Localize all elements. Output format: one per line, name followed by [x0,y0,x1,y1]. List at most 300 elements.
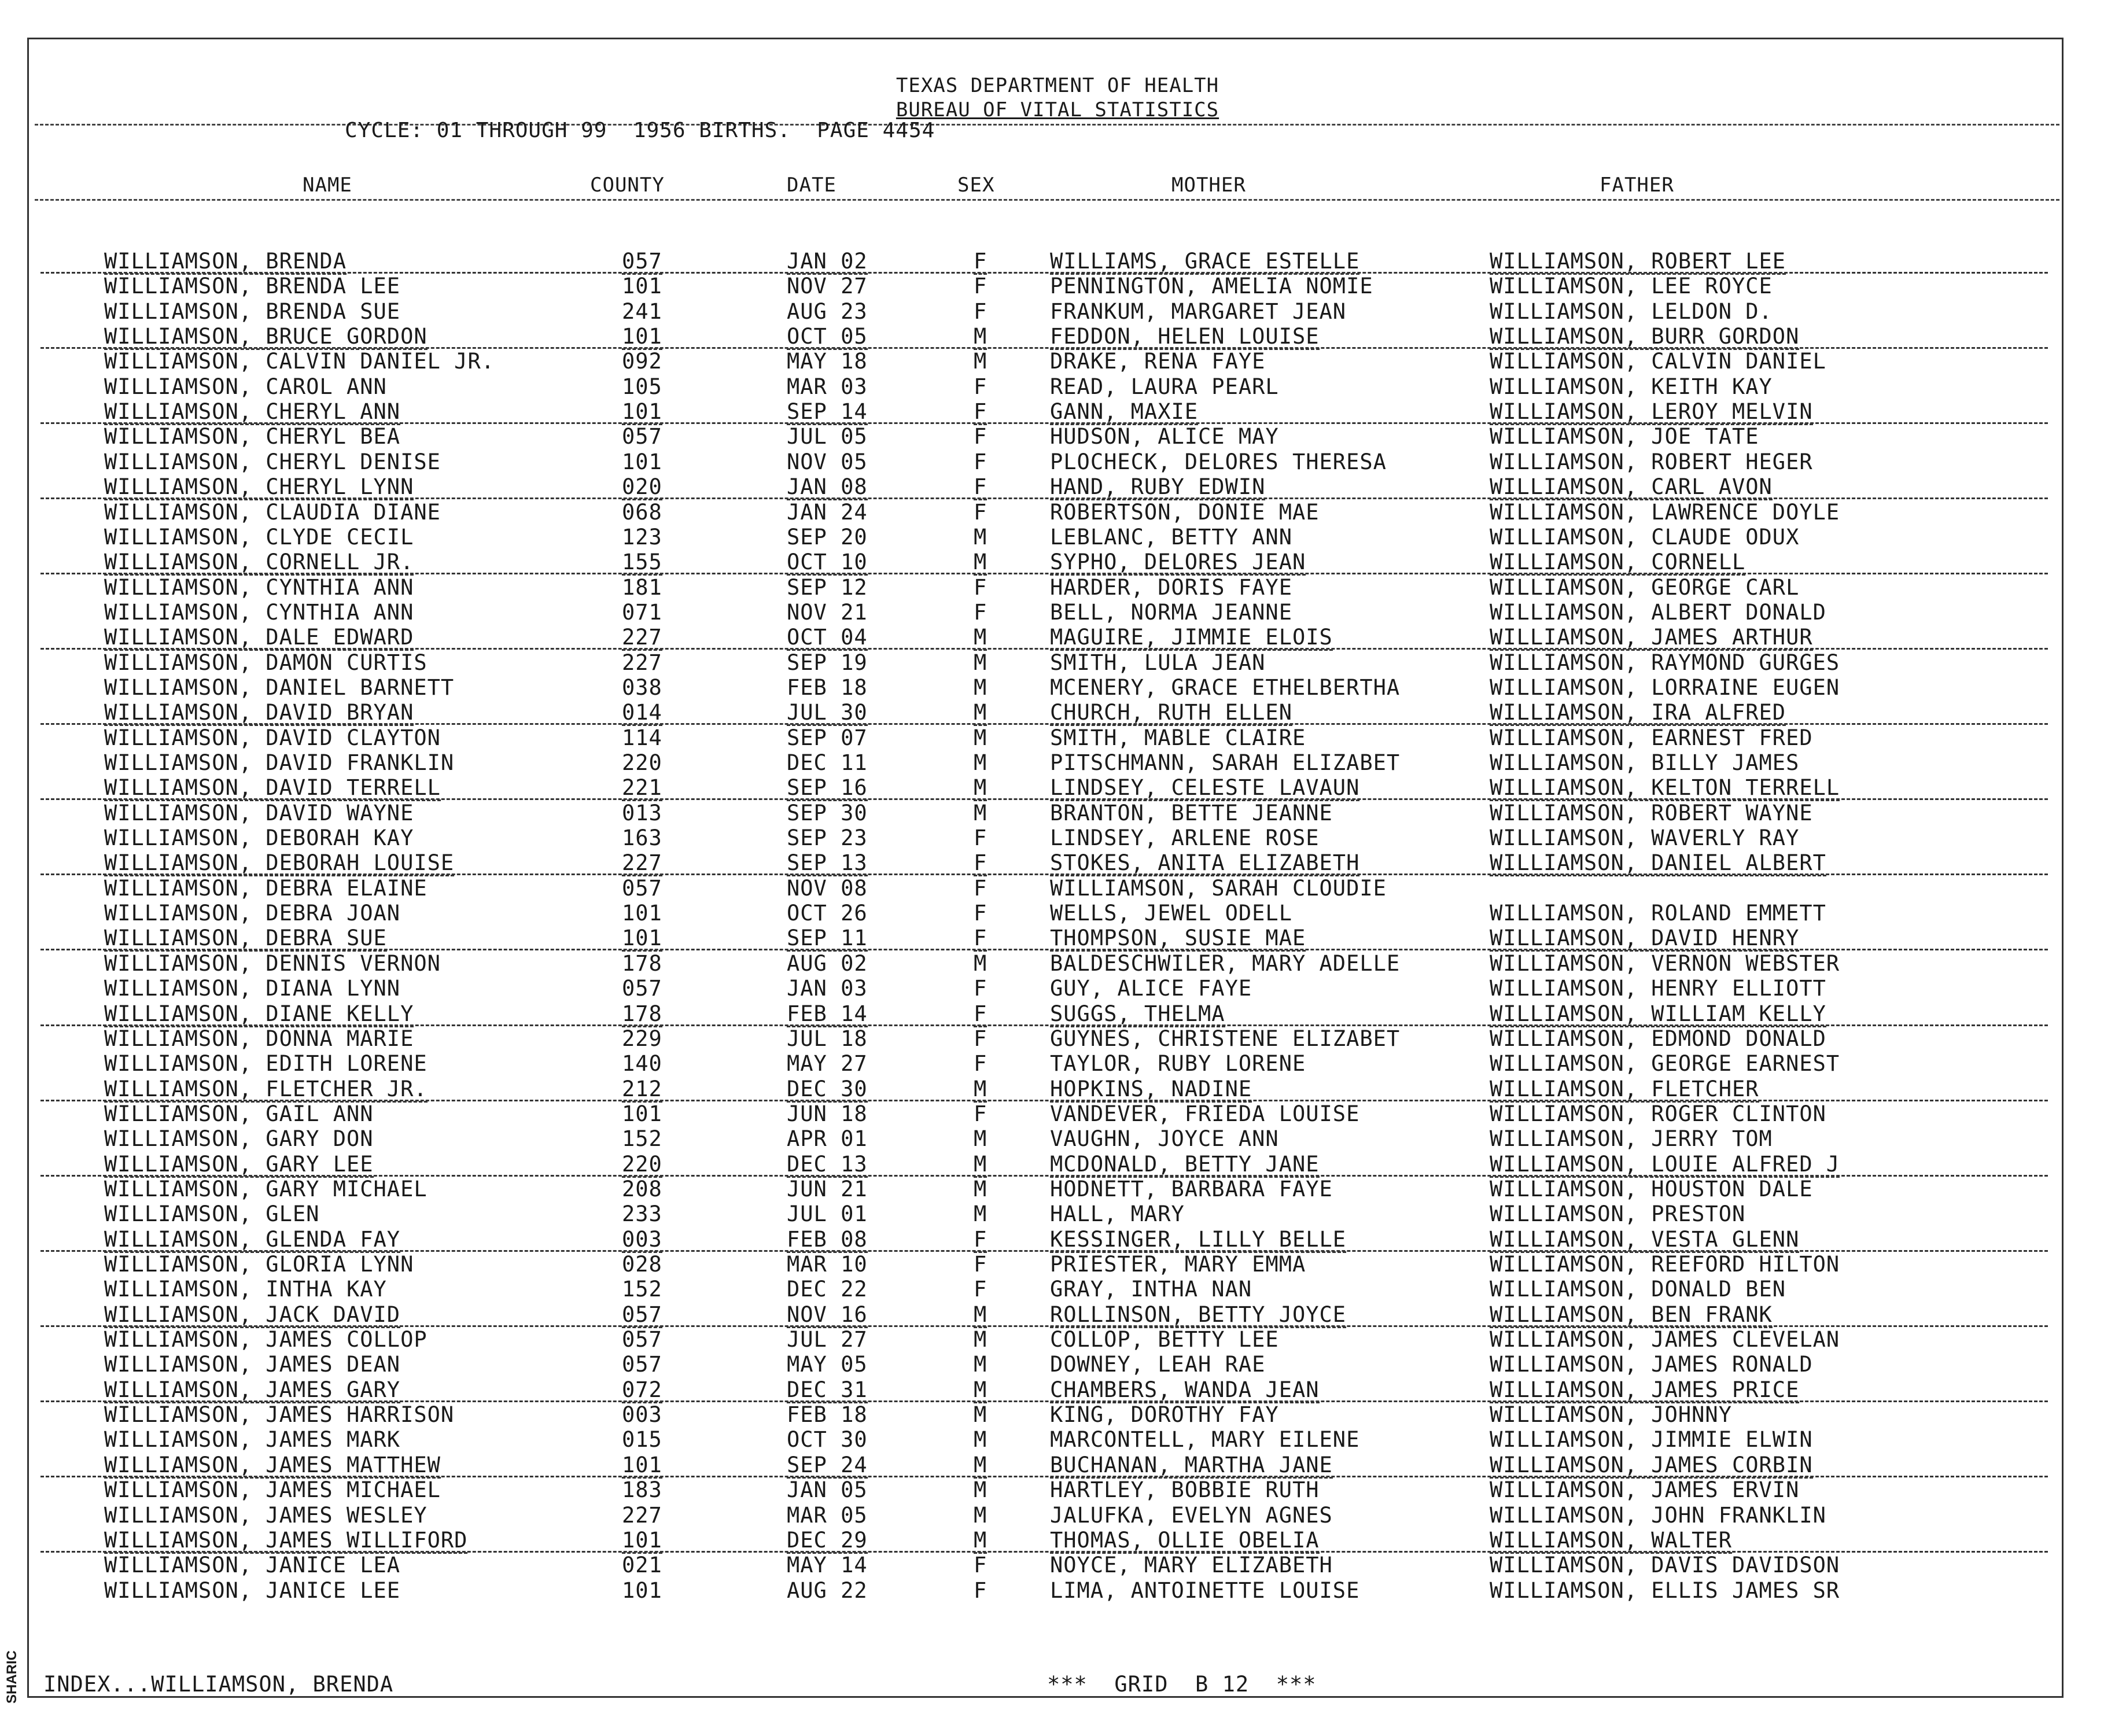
record-sex: M [974,1527,988,1553]
record-name: WILLIAMSON, DENNIS VERNON [104,950,441,976]
record-father: WILLIAMSON, JAMES CLEVELAN [1490,1327,1840,1352]
record-mother: TAYLOR, RUBY LORENE [1050,1051,1306,1077]
record-name: WILLIAMSON, GARY MICHAEL [104,1176,428,1201]
record-row [0,1228,2115,1253]
record-father: WILLIAMSON, ROLAND EMMETT [1490,901,1826,926]
record-date: MAR 03 [787,374,868,399]
record-sex: M [974,1402,988,1428]
grid-footer: *** GRID B 12 *** [1047,1672,1317,1697]
record-father: WILLIAMSON, VERNON WEBSTER [1490,950,1840,976]
record-name: WILLIAMSON, DEBORAH KAY [104,825,414,851]
record-sex: M [974,725,988,750]
record-father: WILLIAMSON, REEFORD HILTON [1490,1252,1840,1277]
record-row [0,776,2115,801]
record-father: WILLIAMSON, BURR GORDON [1490,324,1800,349]
record-name: WILLIAMSON, JAMES WILLIFORD [104,1527,468,1553]
record-row [0,1153,2115,1178]
record-sex: F [974,424,988,449]
record-mother: MARCONTELL, MARY EILENE [1050,1427,1360,1453]
record-county: 220 [622,750,662,775]
record-date: NOV 08 [787,875,868,901]
record-row [0,551,2115,576]
record-name: WILLIAMSON, JAMES COLLOP [104,1327,428,1352]
record-date: MAY 05 [787,1352,868,1377]
record-name: WILLIAMSON, JAMES MICHAEL [104,1477,441,1503]
record-date: JUL 27 [787,1327,868,1352]
record-date: SEP 14 [787,399,868,425]
record-row [0,902,2115,927]
record-sex: M [974,1176,988,1201]
record-mother: BELL, NORMA JEANNE [1050,599,1292,625]
record-county: 227 [622,850,662,876]
record-mother: MAGUIRE, JIMMIE ELOIS [1050,625,1333,650]
record-county: 123 [622,524,662,550]
record-county: 101 [622,324,662,349]
record-row [0,1103,2115,1127]
record-mother: PENNINGTON, AMELIA NOMIE [1050,274,1373,299]
record-mother: MCENERY, GRACE ETHELBERTHA [1050,675,1401,700]
record-father: WILLIAMSON, JERRY TOM [1490,1126,1773,1152]
record-county: 227 [622,650,662,675]
record-mother: WELLS, JEWEL ODELL [1050,901,1292,926]
record-row [0,576,2115,601]
record-mother: HARTLEY, BOBBIE RUTH [1050,1477,1320,1503]
record-name: WILLIAMSON, DAVID TERRELL [104,775,441,801]
record-father: WILLIAMSON, JOHN FRANKLIN [1490,1502,1826,1528]
record-mother: BALDESCHWILER, MARY ADELLE [1050,950,1401,976]
record-sex: M [974,1151,988,1177]
record-name: WILLIAMSON, INTHA KAY [104,1277,387,1302]
record-date: JAN 08 [787,474,868,500]
record-mother: JALUFKA, EVELYN AGNES [1050,1502,1333,1528]
record-date: OCT 05 [787,324,868,349]
record-mother: THOMAS, OLLIE OBELIA [1050,1527,1320,1553]
record-name: WILLIAMSON, GARY LEE [104,1151,374,1177]
record-father: WILLIAMSON, ROBERT HEGER [1490,449,1813,474]
record-date: NOV 27 [787,274,868,299]
record-father: WILLIAMSON, FLETCHER [1490,1076,1759,1101]
record-father: WILLIAMSON, CALVIN DANIEL [1490,349,1826,374]
record-date: OCT 04 [787,625,868,650]
record-sex: F [974,976,988,1001]
record-name: WILLIAMSON, GLEN [104,1201,320,1227]
record-sex: M [974,1201,988,1227]
record-father: WILLIAMSON, GEORGE CARL [1490,574,1800,600]
agency-title: TEXAS DEPARTMENT OF HEALTH [896,74,1219,97]
record-county: 212 [622,1076,662,1101]
record-row [0,1027,2115,1052]
record-county: 014 [622,700,662,725]
record-row [0,451,2115,476]
record-date: NOV 21 [787,599,868,625]
record-row [0,1203,2115,1228]
record-father: WILLIAMSON, DONALD BEN [1490,1277,1786,1302]
record-date: DEC 31 [787,1377,868,1402]
record-date: JUN 21 [787,1176,868,1201]
record-date: SEP 20 [787,524,868,550]
record-name: WILLIAMSON, JAMES HARRISON [104,1402,455,1428]
record-father: WILLIAMSON, CARL AVON [1490,474,1773,500]
record-date: FEB 18 [787,675,868,700]
record-sex: M [974,1452,988,1477]
record-sex: F [974,1277,988,1302]
record-father: WILLIAMSON, LOUIE ALFRED J [1490,1151,1840,1177]
record-mother: SUGGS, THELMA [1050,1001,1225,1026]
record-row [0,476,2115,500]
record-row [0,802,2115,827]
record-father: WILLIAMSON, ROBERT WAYNE [1490,800,1813,825]
record-name: WILLIAMSON, DIANE KELLY [104,1001,414,1026]
record-county: 057 [622,1352,662,1377]
record-name: WILLIAMSON, GLORIA LYNN [104,1252,414,1277]
record-father: WILLIAMSON, CLAUDE ODUX [1490,524,1800,550]
record-county: 057 [622,976,662,1001]
record-date: JUL 18 [787,1026,868,1051]
record-mother: DOWNEY, LEAH RAE [1050,1352,1266,1377]
record-sex: F [974,399,988,425]
record-mother: GRAY, INTHA NAN [1050,1277,1252,1302]
record-county: 221 [622,775,662,801]
record-row [0,877,2115,902]
record-mother: BUCHANAN, MARTHA JANE [1050,1452,1333,1477]
record-name: WILLIAMSON, DAVID WAYNE [104,800,414,825]
record-sex: M [974,1076,988,1101]
record-sex: M [974,950,988,976]
record-row [0,1303,2115,1328]
record-sex: F [974,449,988,474]
record-name: WILLIAMSON, CALVIN DANIEL JR. [104,349,495,374]
record-father: WILLIAMSON, JOE TATE [1490,424,1759,449]
record-father: WILLIAMSON, CORNELL [1490,550,1746,575]
record-row [0,275,2115,300]
record-name: WILLIAMSON, DAVID BRYAN [104,700,414,725]
record-mother: PLOCHECK, DELORES THERESA [1050,449,1387,474]
record-county: 020 [622,474,662,500]
record-father: WILLIAMSON, LAWRENCE DOYLE [1490,499,1840,525]
record-sex: F [974,249,988,274]
record-father: WILLIAMSON, JAMES RONALD [1490,1352,1813,1377]
record-name: WILLIAMSON, JAMES MARK [104,1427,401,1453]
record-sex: M [974,1352,988,1377]
record-date: SEP 19 [787,650,868,675]
record-county: 101 [622,1101,662,1126]
record-row [0,501,2115,526]
record-row [0,1554,2115,1579]
record-row [0,325,2115,350]
record-sex: F [974,926,988,951]
col-header-date: DATE [787,174,837,197]
record-father: WILLIAMSON, EDMOND DONALD [1490,1026,1826,1051]
record-row [0,400,2115,425]
record-name: WILLIAMSON, EDITH LORENE [104,1051,428,1077]
record-father: WILLIAMSON, JAMES CORBIN [1490,1452,1813,1477]
record-row [0,350,2115,375]
record-sex: F [974,298,988,324]
record-father: WILLIAMSON, JAMES ARTHUR [1490,625,1813,650]
record-name: WILLIAMSON, CYNTHIA ANN [104,599,414,625]
record-row [0,1127,2115,1152]
record-county: 071 [622,599,662,625]
record-county: 068 [622,499,662,525]
record-row [0,1428,2115,1453]
record-mother: NOYCE, MARY ELIZABETH [1050,1553,1333,1578]
record-sex: M [974,349,988,374]
side-label [3,1646,21,1709]
record-county: 220 [622,1151,662,1177]
record-date: OCT 26 [787,901,868,926]
record-name: WILLIAMSON, CHERYL DENISE [104,449,441,474]
record-mother: KING, DOROTHY FAY [1050,1402,1279,1428]
record-name: WILLIAMSON, CYNTHIA ANN [104,574,414,600]
index-footer: INDEX...WILLIAMSON, BRENDA [43,1672,394,1697]
record-row [0,250,2115,275]
record-sex: M [974,324,988,349]
header-rule [35,124,2059,126]
record-date: AUG 23 [787,298,868,324]
record-mother: HOPKINS, NADINE [1050,1076,1252,1101]
record-father: WILLIAMSON, KELTON TERRELL [1490,775,1840,801]
record-sex: F [974,1026,988,1051]
record-county: 038 [622,675,662,700]
record-mother: FEDDON, HELEN LOUISE [1050,324,1320,349]
record-mother: BRANTON, BETTE JEANNE [1050,800,1333,825]
record-sex: F [974,850,988,876]
record-sex: F [974,374,988,399]
record-county: 057 [622,875,662,901]
record-father: WILLIAMSON, BEN FRANK [1490,1302,1773,1327]
record-father: WILLIAMSON, ALBERT DONALD [1490,599,1826,625]
record-county: 057 [622,249,662,274]
record-row [0,1504,2115,1529]
record-name: WILLIAMSON, BRENDA LEE [104,274,401,299]
record-sex: F [974,1226,988,1252]
record-row [0,1078,2115,1103]
record-county: 227 [622,1502,662,1528]
record-date: JUL 05 [787,424,868,449]
record-row [0,1479,2115,1503]
record-county: 183 [622,1477,662,1503]
record-county: 072 [622,1377,662,1402]
record-father: WILLIAMSON, JAMES ERVIN [1490,1477,1800,1503]
record-name: WILLIAMSON, DALE EDWARD [104,625,414,650]
record-father: WILLIAMSON, VESTA GLENN [1490,1226,1800,1252]
record-name: WILLIAMSON, DAVID CLAYTON [104,725,441,750]
record-sex: F [974,474,988,500]
record-mother: SYPHO, DELORES JEAN [1050,550,1306,575]
record-sex: M [974,675,988,700]
record-father: WILLIAMSON, ROGER CLINTON [1490,1101,1826,1126]
record-county: 163 [622,825,662,851]
record-father: WILLIAMSON, GEORGE EARNEST [1490,1051,1840,1077]
record-sex: M [974,800,988,825]
record-mother: DRAKE, RENA FAYE [1050,349,1266,374]
record-sex: M [974,650,988,675]
record-name: WILLIAMSON, DEBRA ELAINE [104,875,428,901]
record-mother: CHAMBERS, WANDA JEAN [1050,1377,1320,1402]
record-father: WILLIAMSON, DAVIS DAVIDSON [1490,1553,1840,1578]
record-date: DEC 29 [787,1527,868,1553]
record-name: WILLIAMSON, FLETCHER JR. [104,1076,428,1101]
record-county: 101 [622,1452,662,1477]
record-father: WILLIAMSON, LEE ROYCE [1490,274,1773,299]
record-name: WILLIAMSON, CAROL ANN [104,374,387,399]
record-father: WILLIAMSON, LELDON D. [1490,298,1773,324]
record-county: 241 [622,298,662,324]
record-row [0,300,2115,325]
record-row [0,1002,2115,1027]
record-row [0,1328,2115,1353]
record-row [0,425,2115,450]
record-sex: M [974,524,988,550]
record-sex: M [974,1377,988,1402]
record-county: 152 [622,1277,662,1302]
record-sex: M [974,1477,988,1503]
record-mother: PITSCHMANN, SARAH ELIZABET [1050,750,1401,775]
record-name: WILLIAMSON, DAVID FRANKLIN [104,750,455,775]
record-name: WILLIAMSON, GLENDA FAY [104,1226,401,1252]
record-row [0,651,2115,676]
record-mother: SMITH, LULA JEAN [1050,650,1266,675]
record-mother: CHURCH, RUTH ELLEN [1050,700,1292,725]
record-name: WILLIAMSON, CHERYL BEA [104,424,401,449]
record-county: 101 [622,449,662,474]
record-date: MAY 14 [787,1553,868,1578]
record-sex: M [974,775,988,801]
col-header-name: NAME [303,174,352,197]
record-sex: F [974,1051,988,1077]
record-row [0,375,2115,400]
record-county: 101 [622,1577,662,1603]
record-row [0,1454,2115,1479]
record-name: WILLIAMSON, DAMON CURTIS [104,650,428,675]
record-county: 178 [622,950,662,976]
record-sex: F [974,499,988,525]
record-county: 229 [622,1026,662,1051]
record-date: SEP 13 [787,850,868,876]
record-date: NOV 16 [787,1302,868,1327]
record-county: 101 [622,926,662,951]
side-label-text: SHARIC [4,1650,20,1704]
record-date: MAY 27 [787,1051,868,1077]
record-county: 152 [622,1126,662,1152]
record-county: 003 [622,1402,662,1428]
record-mother: READ, LAURA PEARL [1050,374,1279,399]
record-name: WILLIAMSON, JANICE LEE [104,1577,401,1603]
cycle-line: CYCLE: 01 THROUGH 99 1956 BIRTHS. PAGE 4454 [345,119,935,142]
record-row [0,727,2115,751]
record-county: 057 [622,1302,662,1327]
record-father: WILLIAMSON, EARNEST FRED [1490,725,1813,750]
record-sex: M [974,1126,988,1152]
record-sex: F [974,574,988,600]
record-county: 178 [622,1001,662,1026]
record-father: WILLIAMSON, DAVID HENRY [1490,926,1800,951]
record-mother: ROBERTSON, DONIE MAE [1050,499,1320,525]
record-mother: LINDSEY, ARLENE ROSE [1050,825,1320,851]
record-mother: HAND, RUBY EDWIN [1050,474,1266,500]
record-date: OCT 30 [787,1427,868,1453]
record-name: WILLIAMSON, BRENDA [104,249,347,274]
record-name: WILLIAMSON, CLAUDIA DIANE [104,499,441,525]
record-county: 101 [622,901,662,926]
record-name: WILLIAMSON, GAIL ANN [104,1101,374,1126]
record-name: WILLIAMSON, GARY DON [104,1126,374,1152]
record-name: WILLIAMSON, CLYDE CECIL [104,524,414,550]
record-date: JAN 03 [787,976,868,1001]
record-date: SEP 23 [787,825,868,851]
record-mother: THOMPSON, SUSIE MAE [1050,926,1306,951]
record-county: 233 [622,1201,662,1227]
record-father: WILLIAMSON, LORRAINE EUGEN [1490,675,1840,700]
record-date: DEC 30 [787,1076,868,1101]
record-row [0,927,2115,952]
record-sex: M [974,1502,988,1528]
record-name: WILLIAMSON, JAMES WESLEY [104,1502,428,1528]
record-name: WILLIAMSON, DEBRA SUE [104,926,387,951]
record-row [0,751,2115,776]
record-county: 057 [622,424,662,449]
record-father: WILLIAMSON, HENRY ELLIOTT [1490,976,1826,1001]
record-county: 092 [622,349,662,374]
record-sex: F [974,1252,988,1277]
record-date: JUN 18 [787,1101,868,1126]
record-row [0,1379,2115,1403]
col-header-sex: SEX [957,174,995,197]
record-row [0,1253,2115,1278]
record-county: 208 [622,1176,662,1201]
record-sex: F [974,901,988,926]
record-sex: M [974,1327,988,1352]
record-mother: VANDEVER, FRIEDA LOUISE [1050,1101,1360,1126]
record-father: WILLIAMSON, KEITH KAY [1490,374,1773,399]
record-sex: F [974,825,988,851]
record-sex: M [974,625,988,650]
record-date: FEB 08 [787,1226,868,1252]
record-mother: ROLLINSON, BETTY JOYCE [1050,1302,1347,1327]
record-row [0,977,2115,1002]
record-mother: GANN, MAXIE [1050,399,1199,425]
column-header-rule [35,199,2059,201]
record-father: WILLIAMSON, WILLIAM KELLY [1490,1001,1826,1026]
col-header-county: COUNTY [590,174,665,197]
record-name: WILLIAMSON, JAMES GARY [104,1377,401,1402]
record-mother: HODNETT, BARBARA FAYE [1050,1176,1333,1201]
record-sex: M [974,1302,988,1327]
record-row [0,701,2115,726]
record-county: 015 [622,1427,662,1453]
record-row [0,601,2115,626]
record-mother: HALL, MARY [1050,1201,1185,1227]
record-date: SEP 30 [787,800,868,825]
record-county: 155 [622,550,662,575]
record-sex: F [974,1101,988,1126]
record-county: 013 [622,800,662,825]
record-name: WILLIAMSON, JAMES MATTHEW [104,1452,441,1477]
col-header-father: FATHER [1600,174,1674,197]
record-name: WILLIAMSON, CORNELL JR. [104,550,414,575]
record-county: 105 [622,374,662,399]
record-sex: F [974,1577,988,1603]
record-sex: F [974,274,988,299]
record-mother: HUDSON, ALICE MAY [1050,424,1279,449]
record-name: WILLIAMSON, DEBORAH LOUISE [104,850,455,876]
record-sex: F [974,599,988,625]
record-father: WILLIAMSON, JAMES PRICE [1490,1377,1800,1402]
record-father: WILLIAMSON, LEROY MELVIN [1490,399,1813,425]
record-row [0,1579,2115,1604]
record-name: WILLIAMSON, CHERYL ANN [104,399,401,425]
record-date: MAY 18 [787,349,868,374]
